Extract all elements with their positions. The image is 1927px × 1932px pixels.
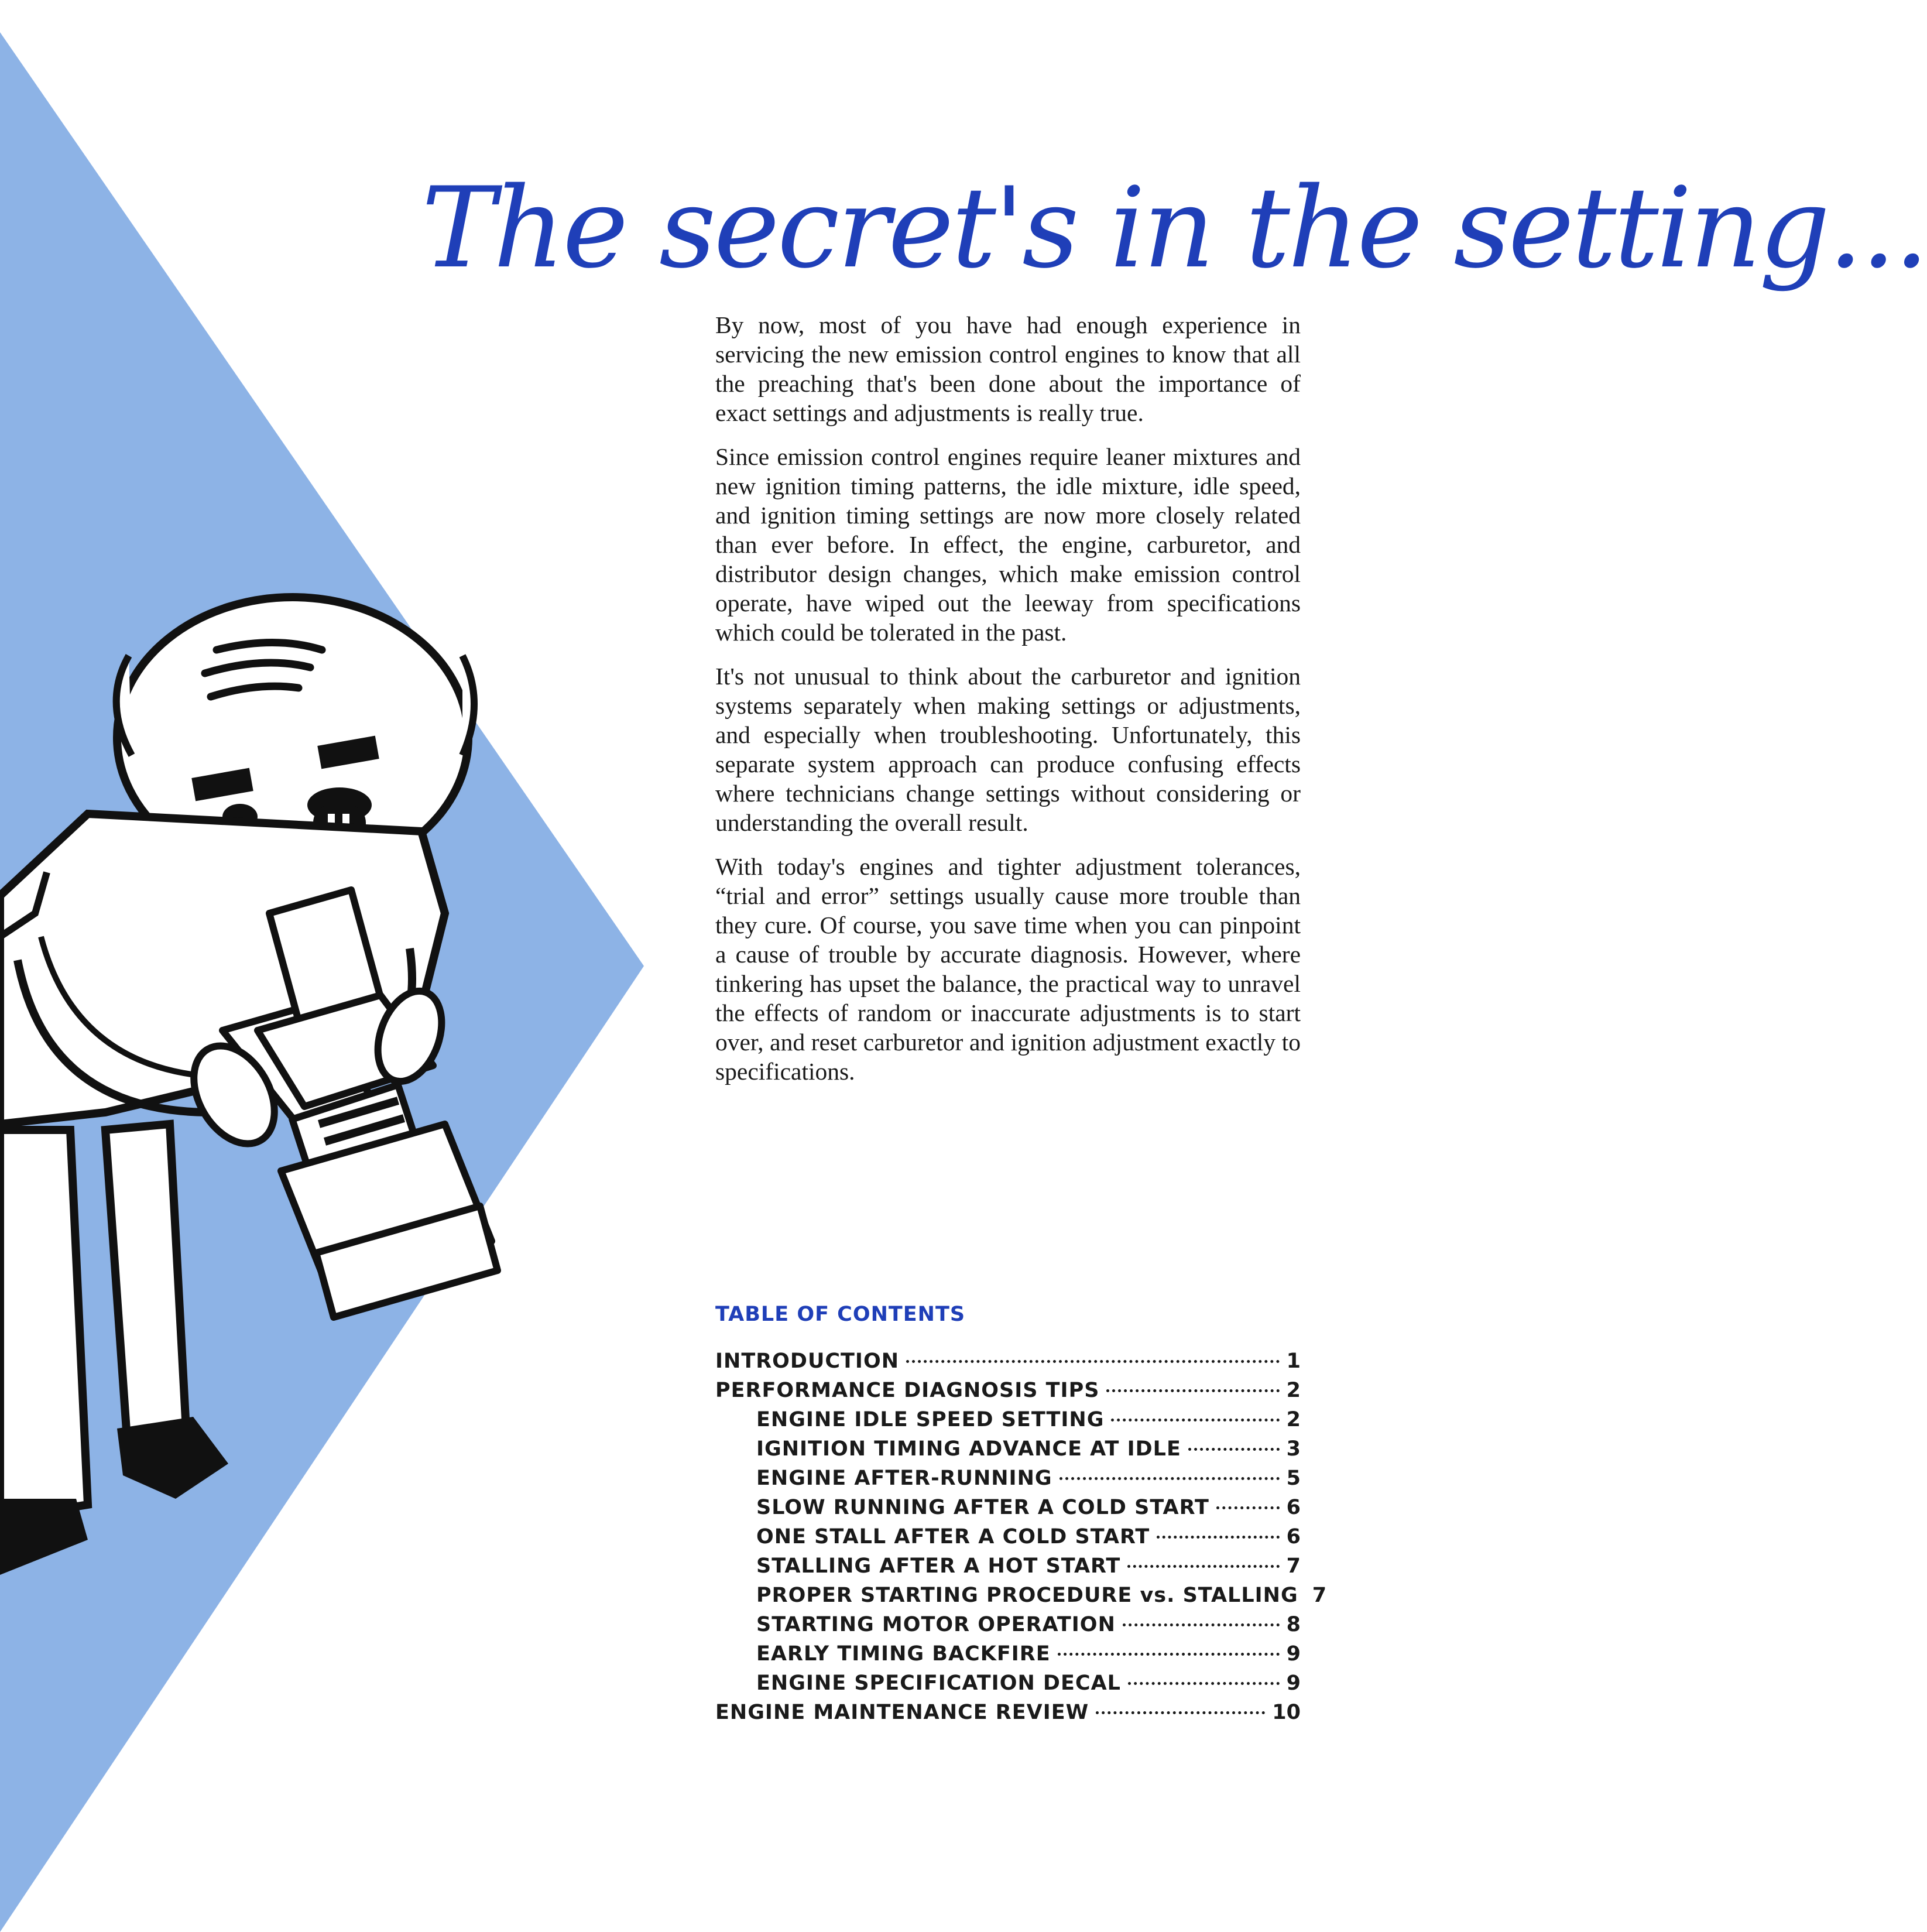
toc-leader-dots: [1096, 1711, 1265, 1714]
toc-entry-label: ONE STALL AFTER A COLD START: [756, 1525, 1150, 1549]
toc-entry-label: ENGINE MAINTENANCE REVIEW: [715, 1701, 1089, 1724]
table-of-contents: [715, 1303, 1327, 1730]
paragraph: With today's engines and tighter adjustment tolerances, “trial and error” settings usually cause more trouble than they cure. Of course, you save time when you can pinpoint a cause of trouble by accurate diagnosis. However, where tinkering has upset the balance, the practical way to unravel the effects of random or inaccurate adjustments is to start over, and reset carburetor and ignition adjustment exactly to specifications.: [715, 853, 1301, 1085]
intro-text: [715, 310, 1301, 1101]
toc-leader-dots: [1127, 1565, 1279, 1568]
toc-entry-page: 7: [1312, 1584, 1327, 1607]
toc-leader-dots: [1058, 1653, 1280, 1656]
toc-entry-label: PERFORMANCE DIAGNOSIS TIPS: [715, 1379, 1100, 1402]
toc-entry-label: ENGINE AFTER-RUNNING: [756, 1467, 1052, 1490]
toc-entry[interactable]: [715, 1554, 1301, 1584]
toc-entry-page: 3: [1286, 1437, 1301, 1461]
paragraph: Since emission control engines require leaner mixtures and new ignition timing patterns, the idle mixture, idle speed, and ignition timing settings are now more closely related than ever before. In effect, the engine, carburetor, and distributor design changes, which make emission control operate, have wiped out the leeway from specifications which could be tolerated in the past.: [715, 443, 1301, 646]
toc-leader-dots: [1188, 1448, 1280, 1451]
toc-entry-page: 6: [1286, 1525, 1301, 1549]
toc-leader-dots: [1123, 1623, 1280, 1626]
toc-entry-label: SLOW RUNNING AFTER A COLD START: [756, 1496, 1209, 1519]
toc-leader-dots: [1106, 1389, 1279, 1392]
toc-entry-label: STALLING AFTER A HOT START: [756, 1554, 1121, 1578]
toc-entry-page: 2: [1286, 1379, 1301, 1402]
toc-entry-label: EARLY TIMING BACKFIRE: [756, 1642, 1051, 1666]
toc-leader-dots: [1111, 1419, 1279, 1421]
toc-entry-page: 7: [1286, 1554, 1301, 1578]
toc-entry-page: 6: [1286, 1496, 1301, 1519]
toc-entry[interactable]: [715, 1642, 1301, 1671]
toc-entry[interactable]: [715, 1496, 1301, 1525]
toc-entry[interactable]: [715, 1584, 1327, 1613]
toc-entry-page: 1: [1286, 1349, 1301, 1373]
toc-entry-page: 2: [1286, 1408, 1301, 1431]
toc-leader-dots: [1128, 1682, 1280, 1685]
toc-entry[interactable]: [715, 1379, 1301, 1408]
toc-entry-page: 9: [1286, 1642, 1301, 1666]
toc-entry-label: ENGINE IDLE SPEED SETTING: [756, 1408, 1105, 1431]
toc-heading: TABLE OF CONTENTS: [715, 1303, 966, 1326]
toc-entry-label: INTRODUCTION: [715, 1349, 899, 1373]
toc-entry[interactable]: [715, 1671, 1301, 1701]
toc-entry[interactable]: [715, 1467, 1301, 1496]
toc-entry[interactable]: [715, 1613, 1301, 1642]
page-title: The secret's in the setting...: [421, 163, 1927, 293]
toc-entry-page: 5: [1286, 1467, 1301, 1490]
toc-leader-dots: [906, 1360, 1280, 1363]
toc-entry[interactable]: [715, 1525, 1301, 1554]
toc-entry-page: 9: [1286, 1671, 1301, 1695]
toc-entry[interactable]: [715, 1349, 1301, 1379]
toc-leader-dots: [1216, 1506, 1280, 1509]
toc-entry-page: 10: [1272, 1701, 1301, 1724]
paragraph: It's not unusual to think about the carburetor and ignition systems separately when making settings or adjustments, and especially when troubleshooting. Unfortunately, this separate system approach can produce confusing effects where technicians change settings without considering or understanding the overall result.: [715, 663, 1301, 836]
toc-entry[interactable]: [715, 1437, 1301, 1467]
toc-entry-label: STARTING MOTOR OPERATION: [756, 1613, 1116, 1636]
toc-entry-label: IGNITION TIMING ADVANCE AT IDLE: [756, 1437, 1181, 1461]
toc-entry[interactable]: [715, 1701, 1301, 1730]
toc-entry-label: ENGINE SPECIFICATION DECAL: [756, 1671, 1121, 1695]
toc-entry-page: 8: [1286, 1613, 1301, 1636]
paragraph: By now, most of you have had enough experience in servicing the new emission control engines to know that all the preaching that's been done about the importance of exact settings and adjustments is really true.: [715, 311, 1301, 426]
toc-entry-label: PROPER STARTING PROCEDURE vs. STALLING: [756, 1584, 1298, 1607]
toc-leader-dots: [1157, 1536, 1279, 1539]
toc-leader-dots: [1059, 1477, 1280, 1480]
toc-entry[interactable]: [715, 1408, 1301, 1437]
